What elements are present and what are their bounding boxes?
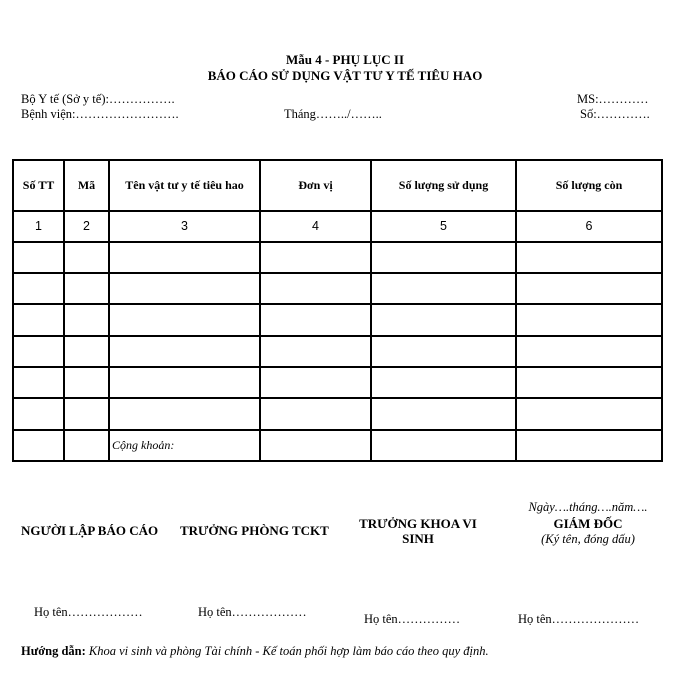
report-title: BÁO CÁO SỬ DỤNG VẬT TƯ Y TẾ TIÊU HAO bbox=[207, 68, 483, 83]
table-cell[interactable] bbox=[371, 242, 516, 273]
table-cell[interactable] bbox=[109, 367, 260, 398]
guidance bbox=[21, 644, 489, 659]
month-field: Tháng……../…….. bbox=[284, 107, 382, 121]
table-cell[interactable] bbox=[260, 367, 371, 398]
table-cell[interactable] bbox=[516, 398, 662, 429]
table-cell[interactable] bbox=[64, 304, 109, 335]
table-cell[interactable] bbox=[371, 336, 516, 367]
number-field: Số:…………. bbox=[580, 107, 650, 121]
table-cell[interactable] bbox=[371, 367, 516, 398]
table-cell[interactable] bbox=[109, 304, 260, 335]
total-label: Cộng khoản: bbox=[109, 430, 260, 461]
supplies-table bbox=[12, 159, 663, 462]
finance-head-title: TRƯỞNG PHÒNG TCKT bbox=[180, 523, 329, 538]
table-cell[interactable] bbox=[516, 336, 662, 367]
table-cell[interactable] bbox=[13, 336, 64, 367]
ministry-field: Bộ Y tế (Sở y tế):……………. bbox=[21, 92, 175, 106]
column-number-row bbox=[13, 211, 662, 242]
table-cell[interactable] bbox=[371, 304, 516, 335]
table-cell[interactable] bbox=[64, 367, 109, 398]
table-cell[interactable] bbox=[260, 242, 371, 273]
form-code: Mẫu 4 - PHỤ LỤC II bbox=[285, 52, 405, 67]
table-cell[interactable] bbox=[260, 430, 371, 461]
col-number-1: 1 bbox=[13, 211, 64, 242]
table-cell[interactable] bbox=[64, 336, 109, 367]
microbio-head-title-line1: TRƯỞNG KHOA VI bbox=[359, 516, 477, 531]
table-cell[interactable] bbox=[13, 273, 64, 304]
microbio-head-title-line2: SINH bbox=[402, 531, 434, 546]
col-number-4: 4 bbox=[260, 211, 371, 242]
table-row bbox=[13, 242, 662, 273]
table-cell[interactable] bbox=[109, 273, 260, 304]
table-row bbox=[13, 336, 662, 367]
guidance-text: Khoa vi sinh và phòng Tài chính - Kế toán phối hợp làm báo cáo theo quy định. bbox=[88, 644, 489, 658]
director-note: (Ký tên, đóng dấu) bbox=[541, 532, 635, 546]
director-name-line: Họ tên………………… bbox=[518, 612, 640, 626]
reporter-title: NGƯỜI LẬP BÁO CÁO bbox=[21, 523, 159, 538]
table-row bbox=[13, 367, 662, 398]
table-cell[interactable] bbox=[64, 273, 109, 304]
table-cell[interactable] bbox=[516, 242, 662, 273]
col-number-3: 3 bbox=[109, 211, 260, 242]
reporter-name-line: Họ tên……………… bbox=[34, 605, 143, 619]
table-cell[interactable] bbox=[516, 273, 662, 304]
table-cell[interactable] bbox=[109, 242, 260, 273]
col-number-6: 6 bbox=[516, 211, 662, 242]
table-cell[interactable] bbox=[516, 430, 662, 461]
table-cell[interactable] bbox=[516, 304, 662, 335]
table-row bbox=[13, 304, 662, 335]
total-row bbox=[13, 430, 662, 461]
table-cell[interactable] bbox=[371, 273, 516, 304]
col-header-remaining: Số lượng còn bbox=[516, 160, 662, 211]
director-title: GIÁM ĐỐC bbox=[553, 516, 623, 531]
table-cell[interactable] bbox=[260, 398, 371, 429]
col-header-unit: Đơn vị bbox=[260, 160, 371, 211]
hospital-field: Bệnh viện:……………………. bbox=[21, 107, 179, 121]
date-line: Ngày….tháng….năm…. bbox=[528, 500, 648, 514]
table-cell[interactable] bbox=[260, 273, 371, 304]
ms-field: MS:………… bbox=[577, 92, 649, 106]
col-number-5: 5 bbox=[371, 211, 516, 242]
table-cell[interactable] bbox=[260, 336, 371, 367]
table-cell[interactable] bbox=[13, 430, 64, 461]
table-cell[interactable] bbox=[13, 242, 64, 273]
table-cell[interactable] bbox=[109, 336, 260, 367]
microbio-name-line: Họ tên…………… bbox=[364, 612, 461, 626]
col-header-stt: Số TT bbox=[13, 160, 64, 211]
table-cell[interactable] bbox=[371, 398, 516, 429]
table-cell[interactable] bbox=[13, 398, 64, 429]
table-cell[interactable] bbox=[64, 430, 109, 461]
table-row bbox=[13, 398, 662, 429]
table-cell[interactable] bbox=[64, 398, 109, 429]
table-cell[interactable] bbox=[64, 242, 109, 273]
col-number-2: 2 bbox=[64, 211, 109, 242]
table-cell[interactable] bbox=[516, 367, 662, 398]
table-cell[interactable] bbox=[260, 304, 371, 335]
table-header-row bbox=[13, 160, 662, 211]
col-header-name: Tên vật tư y tế tiêu hao bbox=[109, 160, 260, 211]
table-cell[interactable] bbox=[13, 367, 64, 398]
table-cell[interactable] bbox=[13, 304, 64, 335]
col-header-used: Số lượng sử dụng bbox=[371, 160, 516, 211]
guidance-label: Hướng dẫn: bbox=[21, 644, 86, 658]
finance-name-line: Họ tên……………… bbox=[198, 605, 307, 619]
table-cell[interactable] bbox=[109, 398, 260, 429]
table-cell[interactable] bbox=[371, 430, 516, 461]
col-header-code: Mã bbox=[64, 160, 109, 211]
table-row bbox=[13, 273, 662, 304]
